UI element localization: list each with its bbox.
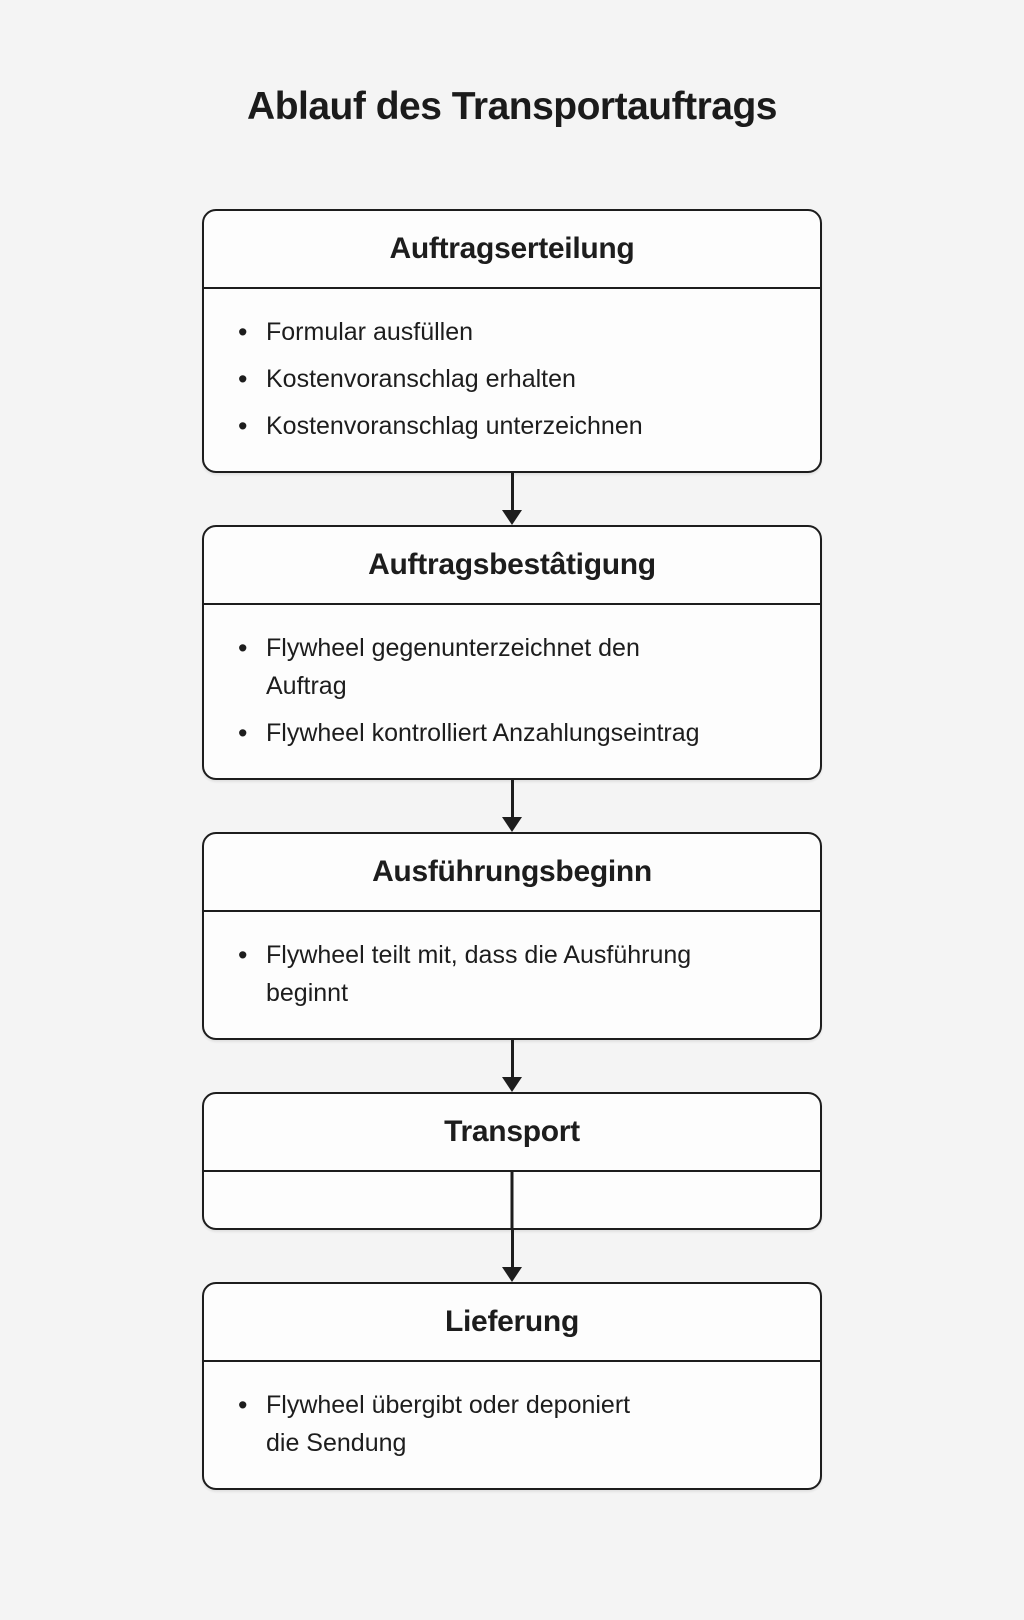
flow-arrow-2: [202, 780, 822, 832]
bullet-item: [266, 1386, 800, 1462]
bullet-line: • Flywheel kontrolliert Anzahlungseintrag: [266, 718, 700, 747]
bullet-item: [266, 360, 800, 398]
arrow-line: [511, 473, 514, 512]
connector-through-line: [511, 1172, 514, 1228]
box-title-lieferung: Lieferung: [204, 1284, 820, 1362]
flow-box-ausfuehrungsbeginn: [202, 832, 822, 1040]
bullet-line: • Kostenvoranschlag unterzeichnen: [266, 411, 643, 440]
bullet-item: [266, 313, 800, 351]
flow-arrow-1: [202, 473, 822, 525]
arrow-down-icon: [502, 510, 522, 525]
bullet-item: [266, 407, 800, 445]
flow-box-lieferung: [202, 1282, 822, 1490]
arrow-line: [511, 780, 514, 819]
bullet-item: [266, 629, 800, 705]
bullet-item: [266, 936, 800, 1012]
box-title-transport: Transport: [204, 1094, 820, 1172]
arrow-line: [511, 1230, 514, 1269]
arrow-down-icon: [502, 817, 522, 832]
flow-arrow-3: [202, 1040, 822, 1092]
box-body-ausfuehrungsbeginn: [204, 912, 820, 1038]
page-title: Ablauf des Transportauftrags: [247, 85, 777, 128]
bullet-line: Auftrag: [266, 671, 347, 700]
box-body-lieferung: [204, 1362, 820, 1488]
bullet-list: [224, 629, 800, 752]
arrow-down-icon: [502, 1077, 522, 1092]
bullet-list: [224, 1386, 800, 1462]
box-body-auftragserteilung: [204, 289, 820, 471]
flow-box-transport: [202, 1092, 822, 1230]
bullet-line: • Flywheel gegenunterzeichnet den: [266, 633, 640, 662]
flow-box-auftragserteilung: [202, 209, 822, 473]
bullet-line: • Kostenvoranschlag erhalten: [266, 364, 576, 393]
bullet-line: beginnt: [266, 978, 349, 1007]
arrow-line: [511, 1040, 514, 1079]
box-title-ausfuehrungsbeginn: Ausführungsbeginn: [204, 834, 820, 912]
bullet-item: [266, 714, 800, 752]
arrow-down-icon: [502, 1267, 522, 1282]
bullet-line: • Flywheel teilt mit, dass die Ausführung: [266, 940, 692, 969]
flowchart: [202, 209, 822, 1490]
flow-arrow-4: [202, 1230, 822, 1282]
box-title-auftragsbestaetigung: Auftragsbestâtigung: [204, 527, 820, 605]
bullet-line: • Formular ausfüllen: [266, 317, 474, 346]
bullet-list: [224, 313, 800, 445]
flow-box-auftragsbestaetigung: [202, 525, 822, 780]
bullet-line: • Flywheel übergibt oder deponiert: [266, 1390, 631, 1419]
box-title-auftragserteilung: Auftragserteilung: [204, 211, 820, 289]
bullet-line: die Sendung: [266, 1428, 407, 1457]
bullet-list: [224, 936, 800, 1012]
box-body-auftragsbestaetigung: [204, 605, 820, 778]
box-body-transport: [204, 1172, 820, 1228]
